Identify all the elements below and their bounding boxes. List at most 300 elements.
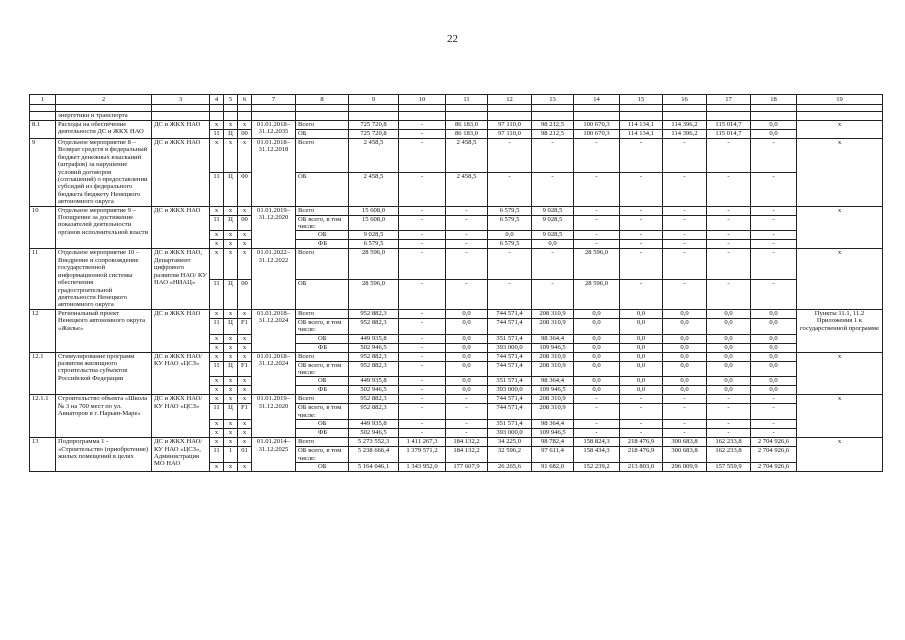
activity-name: Расходы на обеспечение деятельности ДС и ЖКХ НАО [56, 121, 152, 139]
value-cell: 744 571,4 [488, 318, 532, 334]
code-cell: Ц [224, 172, 238, 206]
value-cell: 115 014,7 [707, 130, 751, 139]
value-cell: 0,0 [707, 361, 751, 377]
funding-source: Всего [296, 395, 349, 404]
value-cell: 184 132,2 [446, 447, 488, 463]
code-cell: Ц [224, 404, 238, 420]
code-cell: х [210, 139, 224, 173]
value-cell: - [574, 395, 620, 404]
value-cell: 0,0 [707, 309, 751, 318]
value-cell: 97 110,0 [488, 121, 532, 130]
value-cell: - [488, 279, 532, 309]
code-cell: х [210, 377, 224, 386]
value-cell: 157 559,9 [707, 462, 751, 471]
value-cell: 449 935,8 [349, 377, 399, 386]
value-cell: 218 476,9 [620, 447, 663, 463]
value-cell: - [751, 249, 797, 279]
column-header-3: 3 [152, 95, 210, 105]
value-cell: - [446, 206, 488, 215]
activity-name: Отдельное мероприятие 10 – Внедрение и сопровождение государственной информационной системы обеспечения градостроительной деятельности Ненецкого автономного округа [56, 249, 152, 309]
value-cell: 28 596,0 [349, 249, 399, 279]
code-cell: х [238, 352, 252, 361]
code-cell: х [238, 343, 252, 352]
value-cell: 0,0 [446, 386, 488, 395]
code-cell: х [238, 139, 252, 173]
value-cell: 0,0 [620, 318, 663, 334]
value-cell: 1 343 952,0 [399, 462, 446, 471]
col19-note: х [797, 206, 883, 249]
code-cell: 11 [210, 215, 224, 231]
code-cell: х [238, 334, 252, 343]
code-cell: Ц [224, 215, 238, 231]
value-cell: - [707, 240, 751, 249]
value-cell: 0,0 [751, 121, 797, 130]
code-cell: х [238, 309, 252, 318]
value-cell: - [399, 172, 446, 206]
value-cell: - [532, 249, 574, 279]
code-cell: х [224, 429, 238, 438]
funding-source: ФБ [296, 386, 349, 395]
funding-source: ОБ [296, 231, 349, 240]
code-cell: Ц [224, 361, 238, 377]
value-cell: 0,0 [663, 352, 707, 361]
value-cell: - [620, 279, 663, 309]
column-header-6: 6 [238, 95, 252, 105]
value-cell: 0,0 [707, 377, 751, 386]
code-cell: F1 [238, 318, 252, 334]
code-cell: х [210, 429, 224, 438]
value-cell: 2 458,5 [446, 172, 488, 206]
value-cell: - [707, 139, 751, 173]
code-cell: х [238, 206, 252, 215]
code-cell: х [210, 334, 224, 343]
code-cell: х [210, 386, 224, 395]
value-cell: - [574, 139, 620, 173]
funding-source: Всего [296, 249, 349, 279]
executor: ДС и ЖКХ НАО [152, 309, 210, 352]
code-cell: х [238, 231, 252, 240]
value-cell: - [446, 420, 488, 429]
value-cell: - [399, 343, 446, 352]
funding-source: ОБ всего, в том числе: [296, 447, 349, 463]
code-cell: х [210, 420, 224, 429]
value-cell: - [574, 429, 620, 438]
value-cell: 0,0 [663, 377, 707, 386]
col19-note: х [797, 438, 883, 472]
row-number: 13 [30, 438, 56, 472]
value-cell: - [663, 249, 707, 279]
value-cell: - [751, 240, 797, 249]
code-cell: 11 [210, 318, 224, 334]
code-cell: х [210, 206, 224, 215]
value-cell: - [399, 130, 446, 139]
code-cell: х [224, 334, 238, 343]
code-cell: х [238, 420, 252, 429]
value-cell: 28 596,0 [574, 249, 620, 279]
value-cell: - [399, 231, 446, 240]
continuation-row [30, 112, 883, 121]
code-cell: х [224, 309, 238, 318]
value-cell: 100 670,3 [574, 121, 620, 130]
activity-name: Отдельное мероприятие 9 – Поощрение за достижение показателей деятельности органов исполнительной власти [56, 206, 152, 249]
value-cell: 0,0 [488, 231, 532, 240]
funding-source: ОБ всего, в том числе: [296, 361, 349, 377]
value-cell: 0,0 [663, 361, 707, 377]
value-cell: 109 946,5 [532, 343, 574, 352]
value-cell: - [399, 429, 446, 438]
value-cell: 725 720,8 [349, 121, 399, 130]
code-cell: х [224, 231, 238, 240]
value-cell: 114 134,1 [620, 121, 663, 130]
value-cell: 0,0 [751, 386, 797, 395]
value-cell: - [446, 429, 488, 438]
value-cell: 152 239,2 [574, 462, 620, 471]
funding-source: ФБ [296, 429, 349, 438]
value-cell: - [446, 240, 488, 249]
value-cell: - [751, 429, 797, 438]
value-cell: 393 000,0 [488, 343, 532, 352]
code-cell: х [238, 377, 252, 386]
code-cell: х [238, 240, 252, 249]
funding-source: ОБ [296, 279, 349, 309]
value-cell: 0,0 [574, 377, 620, 386]
value-cell: 0,0 [574, 386, 620, 395]
value-cell: 0,0 [446, 318, 488, 334]
value-cell: 744 571,4 [488, 309, 532, 318]
funding-source: Всего [296, 121, 349, 130]
value-cell: 98 212,5 [532, 121, 574, 130]
value-cell: 32 596,2 [488, 447, 532, 463]
col19-note: х [797, 139, 883, 207]
code-cell: х [224, 249, 238, 279]
code-cell: х [210, 395, 224, 404]
col19-note: х [797, 352, 883, 395]
funding-source: Всего [296, 352, 349, 361]
value-cell: 725 720,8 [349, 130, 399, 139]
funding-source: ОБ [296, 130, 349, 139]
code-cell: х [224, 420, 238, 429]
code-cell: х [210, 240, 224, 249]
code-cell: х [210, 343, 224, 352]
value-cell: 208 310,9 [532, 318, 574, 334]
value-cell: - [620, 240, 663, 249]
value-cell: 393 000,0 [488, 429, 532, 438]
table-row [30, 438, 883, 447]
col19-note: х [797, 249, 883, 309]
executor: ДС и ЖКХ НАО/ КУ НАО «ЦСЗ», Администрация МО НАО [152, 438, 210, 472]
value-cell: - [707, 429, 751, 438]
row-number: 9 [30, 139, 56, 207]
value-cell: - [574, 420, 620, 429]
executor: ДС и ЖКХ НАО/ КУ НАО «ЦСЗ» [152, 395, 210, 438]
value-cell: - [620, 249, 663, 279]
funding-source: ОБ [296, 420, 349, 429]
code-cell: F1 [238, 361, 252, 377]
value-cell: 9 028,5 [532, 206, 574, 215]
value-cell: - [574, 215, 620, 231]
value-cell: - [751, 215, 797, 231]
value-cell: - [663, 279, 707, 309]
value-cell: 5 164 046,1 [349, 462, 399, 471]
funding-source: ФБ [296, 240, 349, 249]
value-cell: - [751, 172, 797, 206]
code-cell: х [238, 462, 252, 471]
funding-source: Всего [296, 206, 349, 215]
value-cell: - [446, 249, 488, 279]
value-cell: - [446, 231, 488, 240]
value-cell: - [446, 279, 488, 309]
value-cell: 0,0 [574, 309, 620, 318]
value-cell: 0,0 [620, 343, 663, 352]
period: 01.01.2022– 31.12.2022 [252, 249, 296, 309]
value-cell: 158 824,3 [574, 438, 620, 447]
code-cell: х [224, 240, 238, 249]
value-cell: 300 683,8 [663, 438, 707, 447]
period: 01.01.2018– 31.12.2018 [252, 139, 296, 207]
funding-source: Всего [296, 438, 349, 447]
value-cell: - [751, 395, 797, 404]
value-cell: - [707, 206, 751, 215]
value-cell: 0,0 [751, 318, 797, 334]
executor: ДС и ЖКХ НАО, Департамент цифрового развития НАО/ КУ НАО «НИАЦ» [152, 249, 210, 309]
value-cell: - [707, 172, 751, 206]
code-cell: х [210, 352, 224, 361]
funding-source: ОБ [296, 462, 349, 471]
code-cell: х [238, 249, 252, 279]
value-cell: 296 009,9 [663, 462, 707, 471]
value-cell: 300 683,8 [663, 447, 707, 463]
row-number: 11 [30, 249, 56, 309]
activity-name: Стимулирование программ развития жилищного строительства субъектов Российской Федерации [56, 352, 152, 395]
funding-source: ОБ всего, в том числе: [296, 215, 349, 231]
value-cell: 0,0 [751, 334, 797, 343]
value-cell: 26 265,6 [488, 462, 532, 471]
value-cell: - [399, 121, 446, 130]
code-cell: 11 [210, 447, 224, 463]
value-cell: 0,0 [663, 343, 707, 352]
row-number: 8.1 [30, 121, 56, 139]
value-cell: - [446, 395, 488, 404]
value-cell: - [532, 172, 574, 206]
value-cell: - [399, 361, 446, 377]
value-cell: 0,0 [446, 309, 488, 318]
row-number: 12 [30, 309, 56, 352]
value-cell: 9 028,5 [349, 231, 399, 240]
value-cell: 744 571,4 [488, 395, 532, 404]
value-cell: - [663, 404, 707, 420]
code-cell: х [224, 343, 238, 352]
value-cell: 213 803,0 [620, 462, 663, 471]
value-cell: - [399, 139, 446, 173]
value-cell: - [620, 420, 663, 429]
value-cell: 0,0 [532, 240, 574, 249]
column-header-1: 1 [30, 95, 56, 105]
code-cell: х [224, 121, 238, 130]
value-cell: 208 310,9 [532, 309, 574, 318]
code-cell: х [210, 231, 224, 240]
code-cell: Ц [224, 318, 238, 334]
value-cell: 28 596,0 [349, 279, 399, 309]
column-header-19: 19 [797, 95, 883, 105]
value-cell: 9 028,5 [532, 215, 574, 231]
column-header-4: 4 [210, 95, 224, 105]
code-cell: 11 [210, 130, 224, 139]
page-number: 22 [447, 33, 458, 45]
value-cell: 0,0 [620, 377, 663, 386]
value-cell: 0,0 [751, 361, 797, 377]
activity-name: Строительство объекта «Школа № 3 на 700 мест по ул. Авиаторов в г. Нарьян-Маре» [56, 395, 152, 438]
code-cell: х [224, 438, 238, 447]
value-cell: 9 028,5 [532, 231, 574, 240]
value-cell: 86 183,0 [446, 130, 488, 139]
value-cell: - [399, 386, 446, 395]
column-header-10: 10 [399, 95, 446, 105]
table-row [30, 206, 883, 215]
value-cell: 0,0 [446, 377, 488, 386]
table-row [30, 249, 883, 279]
value-cell: 2 458,5 [446, 139, 488, 173]
value-cell: 109 946,5 [532, 386, 574, 395]
value-cell: 0,0 [620, 386, 663, 395]
value-cell: - [574, 404, 620, 420]
value-cell: 952 882,3 [349, 361, 399, 377]
value-cell: - [663, 420, 707, 429]
value-cell: - [399, 309, 446, 318]
value-cell: 109 946,5 [532, 429, 574, 438]
funding-source: Всего [296, 139, 349, 173]
activity-name: Региональный проект Ненецкого автономного округа «Жилье» [56, 309, 152, 352]
value-cell: 208 310,9 [532, 395, 574, 404]
value-cell: 0,0 [663, 386, 707, 395]
value-cell: 98 212,5 [532, 130, 574, 139]
value-cell: - [620, 429, 663, 438]
value-cell: - [399, 377, 446, 386]
value-cell: 0,0 [663, 309, 707, 318]
value-cell: 184 132,2 [446, 438, 488, 447]
funding-source: ОБ всего, в том числе: [296, 404, 349, 420]
value-cell: - [399, 279, 446, 309]
activity-name: Отдельное мероприятие 8 – Возврат средств в федеральный бюджет денежных взысканий (штрафов) за нарушение условий договоров (соглашений) о предоставлении субсидий из федерального бюджета бюджету Ненецкого автономного округа [56, 139, 152, 207]
value-cell: 98 364,4 [532, 377, 574, 386]
funding-source: ОБ [296, 334, 349, 343]
code-cell: х [238, 395, 252, 404]
value-cell: 1 379 571,2 [399, 447, 446, 463]
value-cell: - [751, 231, 797, 240]
value-cell: 0,0 [620, 309, 663, 318]
code-cell: х [224, 386, 238, 395]
value-cell: - [751, 404, 797, 420]
value-cell: 98 364,4 [532, 420, 574, 429]
code-cell: Ц [224, 130, 238, 139]
value-cell: - [399, 206, 446, 215]
column-header-15: 15 [620, 95, 663, 105]
value-cell: - [620, 395, 663, 404]
code-cell: 00 [238, 279, 252, 309]
column-header-8: 8 [296, 95, 349, 105]
code-cell: х [210, 249, 224, 279]
value-cell: 0,0 [751, 309, 797, 318]
column-header-14: 14 [574, 95, 620, 105]
value-cell: 114 396,2 [663, 121, 707, 130]
value-cell: 2 704 926,6 [751, 462, 797, 471]
row-number: 12.1 [30, 352, 56, 395]
value-cell: - [620, 206, 663, 215]
code-cell: х [238, 429, 252, 438]
code-cell: х [224, 395, 238, 404]
value-cell: - [399, 395, 446, 404]
value-cell: 115 014,7 [707, 121, 751, 130]
value-cell: 100 670,3 [574, 130, 620, 139]
value-cell: 162 233,8 [707, 447, 751, 463]
value-cell: 0,0 [751, 377, 797, 386]
funding-source: ОБ [296, 377, 349, 386]
value-cell: 0,0 [574, 343, 620, 352]
value-cell: 97 611,4 [532, 447, 574, 463]
value-cell: 0,0 [707, 352, 751, 361]
header-row [30, 95, 883, 105]
code-cell: F1 [238, 404, 252, 420]
value-cell: - [399, 404, 446, 420]
value-cell: 28 596,0 [574, 279, 620, 309]
value-cell: 351 571,4 [488, 420, 532, 429]
col19-note: х [797, 395, 883, 438]
value-cell: - [707, 249, 751, 279]
value-cell: - [620, 215, 663, 231]
column-header-9: 9 [349, 95, 399, 105]
code-cell: 00 [238, 172, 252, 206]
table-row [30, 309, 883, 318]
code-cell: х [238, 121, 252, 130]
funding-source: Всего [296, 309, 349, 318]
code-cell: 11 [210, 172, 224, 206]
value-cell: - [663, 240, 707, 249]
value-cell: - [707, 395, 751, 404]
column-header-7: 7 [252, 95, 296, 105]
executor: ДС и ЖКХ НАО [152, 121, 210, 139]
value-cell: 0,0 [446, 352, 488, 361]
value-cell: 91 682,0 [532, 462, 574, 471]
value-cell: 0,0 [663, 318, 707, 334]
value-cell: 6 579,5 [488, 206, 532, 215]
value-cell: 744 571,4 [488, 404, 532, 420]
value-cell: 0,0 [574, 334, 620, 343]
value-cell: - [446, 215, 488, 231]
value-cell: 0,0 [574, 352, 620, 361]
value-cell: 15 608,0 [349, 215, 399, 231]
value-cell: 449 935,8 [349, 420, 399, 429]
value-cell: - [663, 429, 707, 438]
value-cell: 0,0 [446, 361, 488, 377]
value-cell: - [707, 279, 751, 309]
value-cell: - [488, 139, 532, 173]
column-header-13: 13 [532, 95, 574, 105]
activity-name: Подпрограмма 1 - «Строительство (приобретение) жилых помещений в целях [56, 438, 152, 472]
value-cell: 177 607,9 [446, 462, 488, 471]
code-cell: х [224, 462, 238, 471]
value-cell: 158 434,3 [574, 447, 620, 463]
value-cell: - [751, 139, 797, 173]
funding-source: ОБ всего, в том числе: [296, 318, 349, 334]
value-cell: 351 571,4 [488, 377, 532, 386]
value-cell: - [446, 404, 488, 420]
value-cell: - [532, 279, 574, 309]
period: 01.01.2018– 31.12.2024 [252, 309, 296, 352]
value-cell: - [574, 240, 620, 249]
code-cell: 00 [238, 215, 252, 231]
row-number: 12.1.1 [30, 395, 56, 438]
value-cell: - [663, 215, 707, 231]
value-cell: 0,0 [751, 343, 797, 352]
